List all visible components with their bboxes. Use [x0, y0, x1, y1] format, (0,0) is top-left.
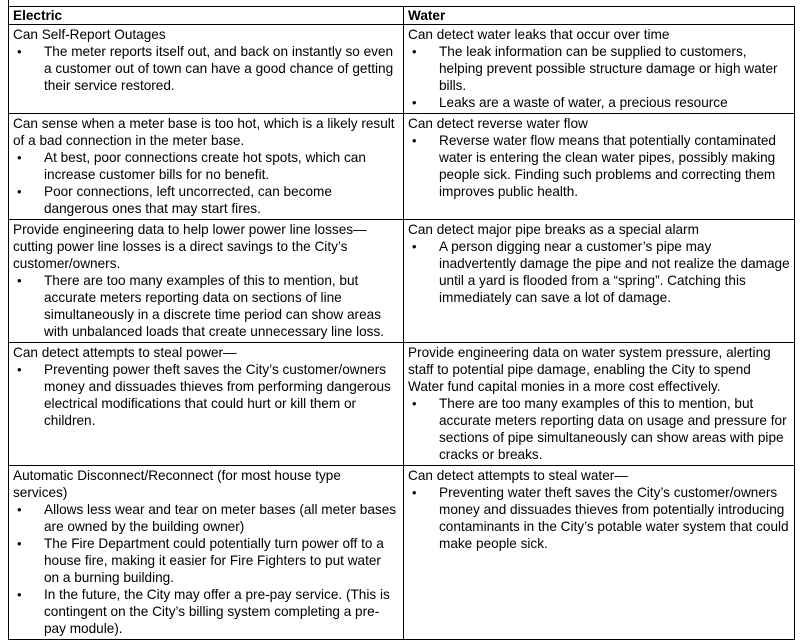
list-item [13, 361, 399, 429]
bullet-list [13, 43, 399, 94]
bullet-icon: • [17, 150, 22, 165]
bullet-list [408, 132, 790, 200]
bullet-list [13, 272, 399, 340]
water-cell [404, 25, 795, 114]
bullet-text: The Fire Department could potentially turn power off to a house fire, making it easier for Fire Fighters to put water on a burning building. [44, 536, 384, 585]
table-row [9, 25, 795, 114]
bullet-text: Poor connections, left uncorrected, can become dangerous ones that may start fires. [44, 184, 332, 216]
bullet-text: There are too many examples of this to mention, but accurate meters reporting data on usage and pressure for sections of pipe simultaneously can show areas with pipe cracks or breaks. [439, 396, 787, 462]
list-item [408, 484, 790, 552]
electric-cell [9, 114, 404, 220]
bullet-text: Reverse water flow means that potentially contaminated water is entering the clean water pipes, possibly making people sick. Finding such problems and correcting them improves public health. [439, 133, 776, 199]
list-item [13, 43, 399, 94]
electric-feature-heading: Provide engineering data to help lower power line losses—cutting power line losses is a direct savings to the City’s customer/owners. [13, 222, 367, 271]
bullet-text: Allows less wear and tear on meter bases (all meter bases are owned by the building owner) [44, 502, 397, 534]
list-item [13, 586, 399, 637]
bullet-icon: • [17, 184, 22, 199]
bullet-icon: • [17, 273, 22, 288]
electric-feature-heading: Can sense when a meter base is too hot, which is a likely result of a bad connection in the meter base. [13, 116, 395, 148]
list-item [13, 149, 399, 183]
bullet-list [408, 395, 790, 463]
electric-cell [9, 466, 404, 640]
electric-cell [9, 25, 404, 114]
column-header-electric: Electric [9, 7, 404, 25]
list-item [408, 238, 790, 306]
list-item [13, 535, 399, 586]
bullet-icon: • [412, 95, 417, 110]
water-cell [404, 220, 795, 343]
bullet-icon: • [412, 396, 417, 411]
water-feature-heading: Can detect reverse water flow [408, 116, 588, 131]
bullet-icon: • [17, 362, 22, 377]
bullet-text: Leaks are a waste of water, a precious resource [439, 95, 728, 110]
list-item [408, 395, 790, 463]
table-row [9, 114, 795, 220]
list-item [13, 272, 399, 340]
list-item [13, 183, 399, 217]
water-cell [404, 343, 795, 466]
bullet-text: There are too many examples of this to mention, but accurate meters reporting data on sections of line simultaneously in a discrete time period can show areas with unbalanced loads that create unnecessary line loss. [44, 273, 385, 339]
bullet-text: Preventing power theft saves the City’s customer/owners money and dissuades thieves from performing dangerous electrical modifications that could hurt or kill them or children. [44, 362, 391, 428]
header-row [9, 7, 795, 25]
water-feature-heading: Can detect major pipe breaks as a special alarm [408, 222, 699, 237]
bullet-icon: • [412, 44, 417, 59]
bullet-text: The leak information can be supplied to customers, helping prevent possible structure damage or high water bills. [439, 44, 778, 93]
bullet-list [408, 484, 790, 552]
bullet-icon: • [412, 133, 417, 148]
bullet-text: Preventing water theft saves the City’s customer/owners money and dissuades thieves from potentially introducing contaminants in the City’s potable water system that could make people sick. [439, 485, 789, 551]
bullet-list [408, 238, 790, 306]
table-row [9, 466, 795, 640]
bullet-list [13, 361, 399, 429]
list-item [13, 501, 399, 535]
bullet-list [13, 501, 399, 637]
bullet-list [13, 149, 399, 217]
bullet-text: At best, poor connections create hot spots, which can increase customer bills for no benefit. [44, 150, 366, 182]
bullet-text: A person digging near a customer’s pipe may inadvertently damage the pipe and not realize the damage until a yard is flooded from a “spring”. Catching this immediately can save a lot of damage. [439, 239, 790, 305]
bullet-icon: • [17, 536, 22, 551]
bullet-text: The meter reports itself out, and back on instantly so even a customer out of town can have a good chance of getting their service restored. [44, 44, 394, 93]
water-cell [404, 466, 795, 640]
water-cell [404, 114, 795, 220]
electric-cell [9, 343, 404, 466]
bullet-text: In the future, the City may offer a pre-pay service. (This is contingent on the City’s billing system completing a pre-pay module). [44, 587, 390, 636]
list-item [408, 94, 790, 111]
comparison-table [8, 6, 795, 640]
water-feature-heading: Provide engineering data on water system pressure, alerting staff to potential pipe damage, enabling the City to spend Water fund capital monies in a more cost effectively. [408, 345, 771, 394]
electric-feature-heading: Automatic Disconnect/Reconnect (for most house type services) [13, 468, 341, 500]
bullet-list [408, 43, 790, 111]
column-header-water: Water [404, 7, 795, 25]
water-feature-heading: Can detect water leaks that occur over time [408, 27, 670, 42]
electric-cell [9, 220, 404, 343]
bullet-icon: • [17, 587, 22, 602]
bullet-icon: • [412, 239, 417, 254]
table-row [9, 343, 795, 466]
bullet-icon: • [17, 44, 22, 59]
table-row [9, 220, 795, 343]
list-item [408, 132, 790, 200]
electric-feature-heading: Can Self-Report Outages [13, 27, 166, 42]
bullet-icon: • [17, 502, 22, 517]
list-item [408, 43, 790, 94]
bullet-icon: • [412, 485, 417, 500]
electric-feature-heading: Can detect attempts to steal power— [13, 345, 237, 360]
water-feature-heading: Can detect attempts to steal water— [408, 468, 628, 483]
